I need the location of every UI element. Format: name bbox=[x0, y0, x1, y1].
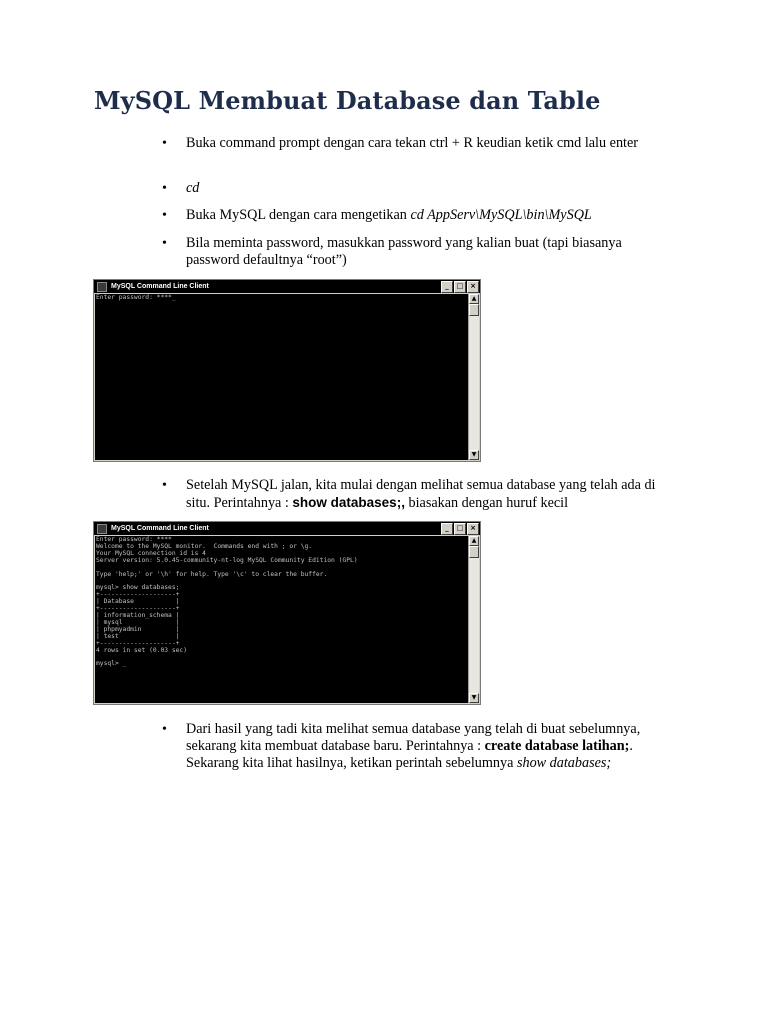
scroll-down-icon: ▼ bbox=[469, 693, 479, 703]
list-item-text: Bila meminta password, masukkan password yang kalian buat (tapi biasanya password defaultnya “root”) bbox=[186, 235, 622, 268]
console-screenshot-show-databases bbox=[93, 521, 481, 705]
list-item-text: Dari hasil yang tadi kita melihat semua database yang telah di buat sebelumnya, sekarang kita membuat database baru. Perintahnya : bbox=[186, 721, 641, 754]
list-item-text: Buka command prompt dengan cara tekan ctrl + R keudian ketik cmd lalu enter bbox=[186, 135, 638, 151]
scroll-down-icon: ▼ bbox=[469, 450, 479, 460]
list-item bbox=[162, 721, 668, 772]
console-output: Enter password: **** Welcome to the MySQL monitor. Commands end with ; or \g. Your MySQL connection id is 4 Server version: 5.0.45-community-nt-log MySQL Community Edition (GPL) Type 'help;' or '\h' for help. Type '\c' to clear the buffer. mysql> show databases; +--------------------+ | Database | +--------------------+ | information_schema | | mysql | | phpmyadmin | | test | +--------------------+ 4 rows in set (0.03 sec) mysql> _ bbox=[95, 536, 468, 703]
list-item bbox=[162, 180, 668, 197]
bullet-icon: • bbox=[162, 181, 167, 196]
bullet-icon: • bbox=[162, 136, 167, 151]
scroll-up-icon: ▲ bbox=[469, 294, 479, 304]
list-item bbox=[162, 235, 668, 269]
bullet-icon: • bbox=[162, 236, 167, 251]
window-titlebar bbox=[94, 522, 480, 535]
list-item-text: cd bbox=[186, 180, 200, 196]
maximize-icon: □ bbox=[454, 281, 466, 293]
list-item bbox=[162, 207, 668, 224]
minimize-icon: _ bbox=[441, 281, 453, 293]
console-app-icon bbox=[97, 282, 107, 292]
command-path: cd AppServ\MySQL\bin\MySQL bbox=[410, 207, 592, 223]
command-text: create database latihan; bbox=[484, 738, 630, 754]
maximize-icon: □ bbox=[454, 523, 466, 535]
window-title: MySQL Command Line Client bbox=[111, 525, 209, 532]
bullet-icon: • bbox=[162, 722, 167, 737]
console-output: Enter password: ****_ bbox=[95, 294, 468, 460]
console-screenshot-password bbox=[93, 279, 481, 462]
list-item-text: . Sekarang kita lihat hasilnya, ketikan perintah sebelumnya bbox=[186, 738, 633, 771]
bullet-icon: • bbox=[162, 208, 167, 223]
close-icon: × bbox=[467, 281, 479, 293]
scrollbar bbox=[468, 294, 479, 460]
close-icon: × bbox=[467, 523, 479, 535]
list-item-text: biasakan dengan huruf kecil bbox=[404, 495, 569, 511]
console-app-icon bbox=[97, 524, 107, 534]
minimize-icon: _ bbox=[441, 523, 453, 535]
list-item bbox=[162, 135, 668, 152]
list-item bbox=[162, 477, 668, 512]
bullet-icon: • bbox=[162, 478, 167, 493]
scroll-thumb bbox=[469, 304, 479, 316]
list-item-text: Buka MySQL dengan cara mengetikan bbox=[186, 207, 411, 223]
window-title: MySQL Command Line Client bbox=[111, 283, 209, 290]
command-text: show databases; bbox=[516, 755, 612, 771]
page-title: MySQL Membuat Database dan Table bbox=[94, 86, 601, 115]
scroll-up-icon: ▲ bbox=[469, 536, 479, 546]
scrollbar bbox=[468, 536, 479, 703]
scroll-thumb bbox=[469, 546, 479, 558]
list-item-text: Setelah MySQL jalan, kita mulai dengan melihat semua database yang telah ada di situ. Perintahnya : bbox=[186, 477, 656, 511]
command-text: show databases;, bbox=[292, 495, 405, 510]
window-titlebar bbox=[94, 280, 480, 293]
